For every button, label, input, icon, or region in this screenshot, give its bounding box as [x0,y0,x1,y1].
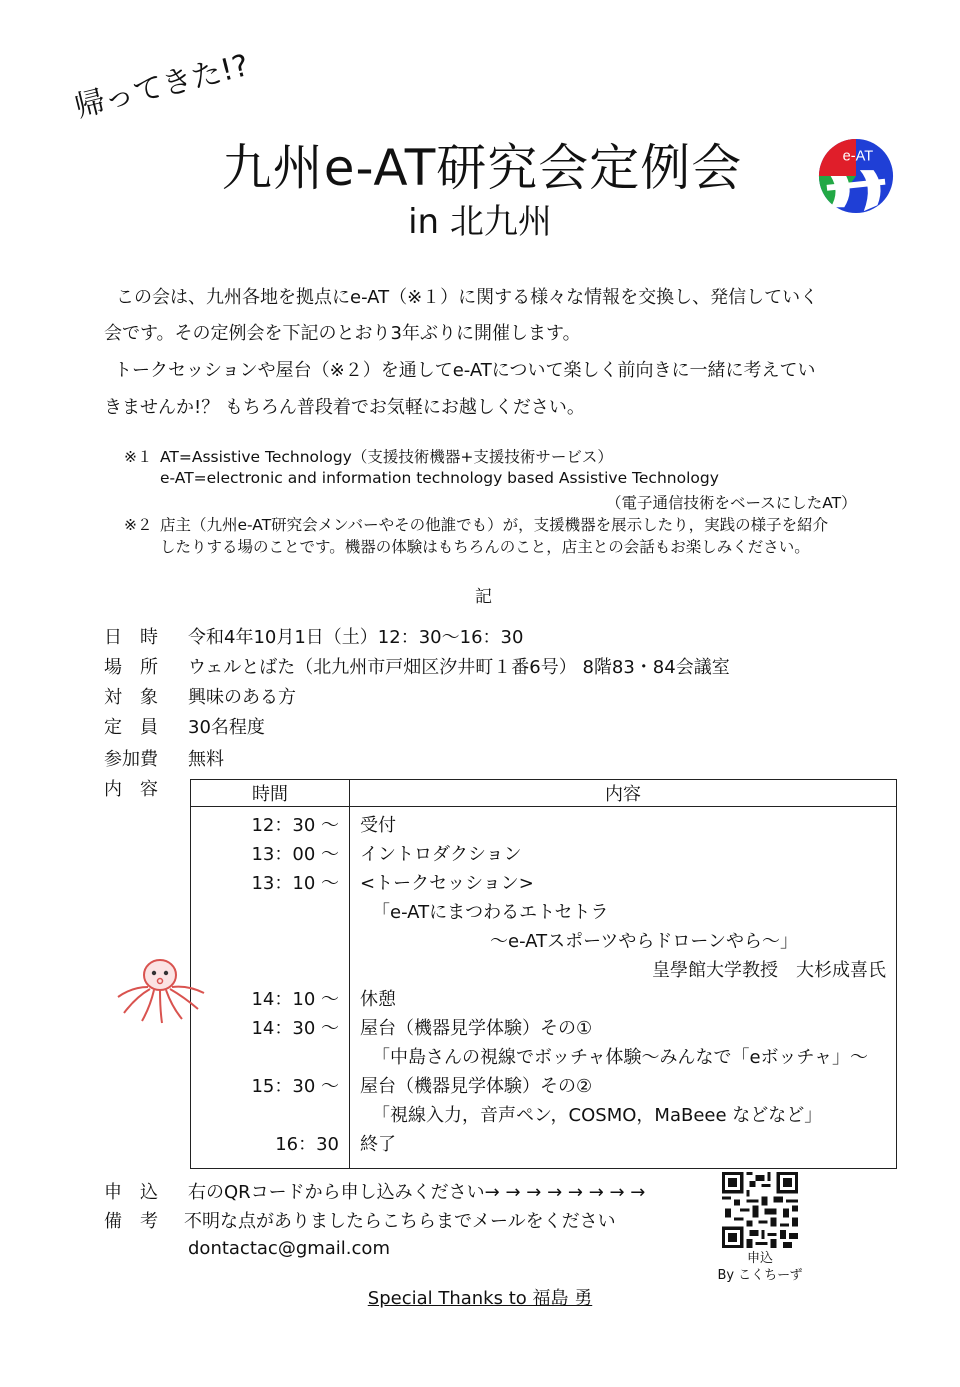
location-title: in 北九州 [408,202,552,242]
note-2-line-2: したりする場のことです。機器の体験はもちろんのこと，店主との会話もお楽しみください。 [160,538,810,556]
schedule-time: 13：00 ～ [251,844,339,865]
capacity-value: 30名程度 [188,717,265,738]
date-value: 令和4年10月1日（土）12：30～16：30 [188,627,524,648]
remarks-value: 不明な点がありましたらこちらまでメールをください [184,1211,616,1232]
contact-email[interactable]: dontactac@gmail.com [188,1238,390,1259]
note-2-mark: ※２ [124,516,153,534]
qr-code-icon[interactable] [722,1172,798,1248]
target-label: 対 象 [104,687,158,708]
place-label: 場 所 [104,657,158,678]
note-1-mark: ※１ [124,448,153,466]
note-2-line-1: 店主（九州e-AT研究会メンバーやその他誰でも）が，支援機器を展示したり，実践の様子を紹介 [160,516,829,534]
schedule-time: 14：30 ～ [251,1018,339,1039]
remarks-label: 備 考 [104,1211,158,1232]
octopus-icon [112,957,208,1027]
schedule-time [191,1043,339,1072]
page-title: 九州e-AT研究会定例会 [221,139,743,197]
note-1-line-2: e-AT=electronic and information technology based Assistive Technology [160,469,719,487]
schedule-item: 皇學館大学教授 大杉成喜氏 [652,960,886,981]
date-label: 日 時 [104,627,158,648]
intro-line-2: 会です。その定例会を下記のとおり3年ぶりに開催します。 [104,323,581,344]
schedule-time: 16：30 [275,1134,339,1155]
place-value: ウェルとばた（北九州市戸畑区汐井町１番6号） 8階83・84会議室 [188,657,730,678]
schedule-item: 屋台（機器見学体験）その① [360,1018,593,1039]
schedule-time [191,898,339,927]
schedule-item: 終了 [360,1134,396,1155]
schedule-time: 15：30 ～ [251,1076,339,1097]
intro-line-4: きませんか!？ もちろん普段着でお気軽にお越しください。 [104,397,585,418]
note-1-line-1: AT=Assistive Technology（支援技術機器+支援技術サービス） [160,448,613,466]
schedule-item: イントロダクション [360,844,522,865]
schedule-item: 「視線入力，音声ペン，COSMO，MaBeee などなど」 [372,1105,823,1126]
fee-value: 無料 [188,749,224,770]
schedule-item: <トークセッション> [360,873,534,894]
special-thanks: Special Thanks to 福島 勇 [367,1288,593,1309]
fee-label: 参加費 [104,749,158,770]
schedule-time-column [191,807,350,1169]
apply-value: 右のQRコードから申し込みください→ → → → → → → → [188,1182,646,1203]
note-1-line-3: （電子通信技術をベースにしたAT） [606,494,857,512]
schedule-item: 「e-ATにまつわるエトセトラ [372,902,609,923]
schedule-table [190,779,897,1169]
e-at-logo-icon [817,137,895,215]
ki-heading: 記 [475,587,492,607]
schedule-time [191,956,339,985]
pre-title: 帰ってきた!? [71,48,253,126]
schedule-time [191,927,339,956]
schedule-item: 屋台（機器見学体験）その② [360,1076,593,1097]
schedule-item: 受付 [360,815,396,836]
schedule-header-time: 時間 [191,780,350,807]
schedule-item: 休憩 [360,989,396,1010]
intro-line-3: トークセッションや屋台（※２）を通してe-ATについて楽しく前向きに一緒に考えてい [114,360,816,381]
svg-text:e-AT: e-AT [842,148,874,165]
schedule-item: ～e-ATスポーツやらドローンやら～」 [490,931,799,952]
schedule-time: 13：10 ～ [251,873,339,894]
schedule-header-content: 内容 [350,780,897,807]
schedule-time [191,1101,339,1130]
schedule-content-column [350,807,897,1169]
target-value: 興味のある方 [188,687,296,708]
schedule-time: 12：30 ～ [251,815,339,836]
qr-caption: 申込 [746,1251,773,1266]
content-label: 内 容 [104,779,158,800]
qr-credit: By こくちーず [717,1268,803,1283]
intro-line-1: この会は、九州各地を拠点にe-AT（※１）に関する様々な情報を交換し、発信していく [116,287,819,308]
schedule-time: 14：10 ～ [251,989,339,1010]
apply-label: 申 込 [104,1182,158,1203]
capacity-label: 定 員 [104,717,158,738]
schedule-item: 「中島さんの視線でボッチャ体験～みんなで「eボッチャ」～ [372,1047,868,1068]
